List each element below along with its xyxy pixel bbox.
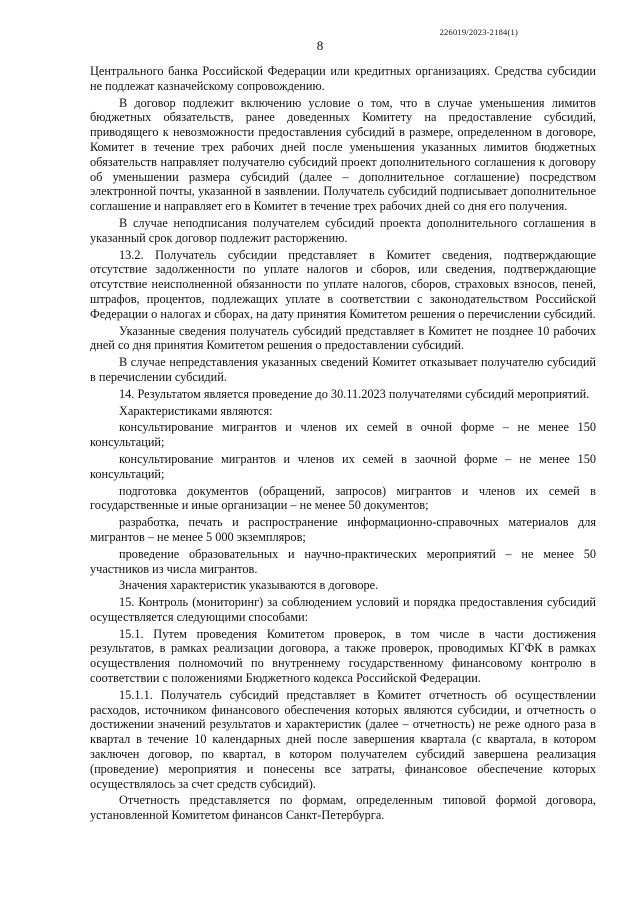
paragraph: 15.1. Путем проведения Комитетом проверок, в том числе в части достижения результатов, в рамках реализации договора, а также проверок, проводимых КГФК в рамках осуществления полномочий по внутреннему государственному финансовому контролю в соответствии с положениями Бюджетного кодекса Российской Федерации. (90, 626, 596, 686)
paragraph: В случае непредставления указанных сведений Комитет отказывает получателю субсидий в перечислении субсидий. (90, 355, 596, 384)
paragraph: проведение образовательных и научно-практических мероприятий – не менее 50 участников из числа мигрантов. (90, 546, 596, 576)
paragraph: 15.1.1. Получатель субсидий представляет в Комитет отчетность об осуществлении расходов, источником финансового обеспечения которых являются субсидии, и отчетность о достижении значений результатов и характеристик (далее – отчетность) не реже одного раза в квартал в течение 10 календарных дней после завершения квартала (с квартала, в котором заключен договор, по квартал, в котором получателем субсидий завершена реализация (проведение) мероприятия и понесены все затраты, финансовое обеспечение которых осуществлялось за счет средств субсидий). (90, 687, 596, 791)
paragraph: консультирование мигрантов и членов их семей в заочной форме – не менее 150 консультаций; (90, 451, 596, 481)
paragraph: Указанные сведения получатель субсидий представляет в Комитет не позднее 10 рабочих дней со дня принятия Комитетом решения о предоставлении субсидий. (90, 323, 596, 353)
paragraph: 15. Контроль (мониторинг) за соблюдением условий и порядка предоставления субсидий осуществляется следующими способами: (90, 595, 596, 624)
paragraph: подготовка документов (обращений, запросов) мигрантов и членов их семей в государственные и иные организации – не менее 50 документов; (90, 483, 596, 513)
paragraph: Значения характеристик указываются в договоре. (119, 578, 379, 593)
document-id: 226019/2023-2184(1) (439, 27, 518, 37)
paragraph: 14. Результатом является проведение до 30.11.2023 получателями субсидий мероприятий. (119, 386, 590, 401)
paragraph: В случае неподписания получателем субсидий проекта дополнительного соглашения в указанный срок договор подлежит расторжению. (90, 215, 596, 245)
paragraph: Отчетность представляется по формам, определенным типовой формой договора, установленной Комитетом финансов Санкт-Петербурга. (90, 793, 596, 823)
paragraph: Центрального банка Российской Федерации или кредитных организациях. Средства субсидии не подлежат казначейскому сопровождению. (90, 64, 596, 93)
document-body (90, 64, 596, 825)
paragraph: разработка, печать и распространение информационно-справочных материалов для мигрантов – не менее 5 000 экземпляров; (90, 515, 596, 544)
paragraph: 13.2. Получатель субсидии представляет в Комитет сведения, подтверждающие отсутствие задолженности по уплате налогов и сборов, или сведения, подтверждающие отсутствие неисполненной обязанности по уплате налогов, сборов, страховых взносов, пеней, штрафов, процентов, подлежащих уплате в соответствии с законодательством Российской Федерации о налогах и сборах, на дату принятия Комитетом решения о перечислении субсидий. (90, 247, 596, 321)
paragraph: консультирование мигрантов и членов их семей в очной форме – не менее 150 консультаций; (90, 420, 596, 450)
paragraph: В договор подлежит включению условие о том, что в случае уменьшения лимитов бюджетных обязательств, ранее доведенных Комитету на предоставление субсидий, приводящего к невозможности предоставления субсидий в размере, определенном в договоре, Комитет в течение трех рабочих дней после уменьшения указанных лимитов бюджетных обязательств направляет получателю субсидий проект дополнительного соглашения к договору об уменьшении размера субсидий (далее – дополнительное соглашение) посредством электронной почты, указанной в заявлении. Получатель субсидий подписывает дополнительное соглашение и направляет его в Комитет в течение трех рабочих дней со дня его получения. (90, 95, 596, 214)
page-number: 8 (316, 38, 324, 53)
paragraph: Характеристиками являются: (119, 403, 273, 418)
